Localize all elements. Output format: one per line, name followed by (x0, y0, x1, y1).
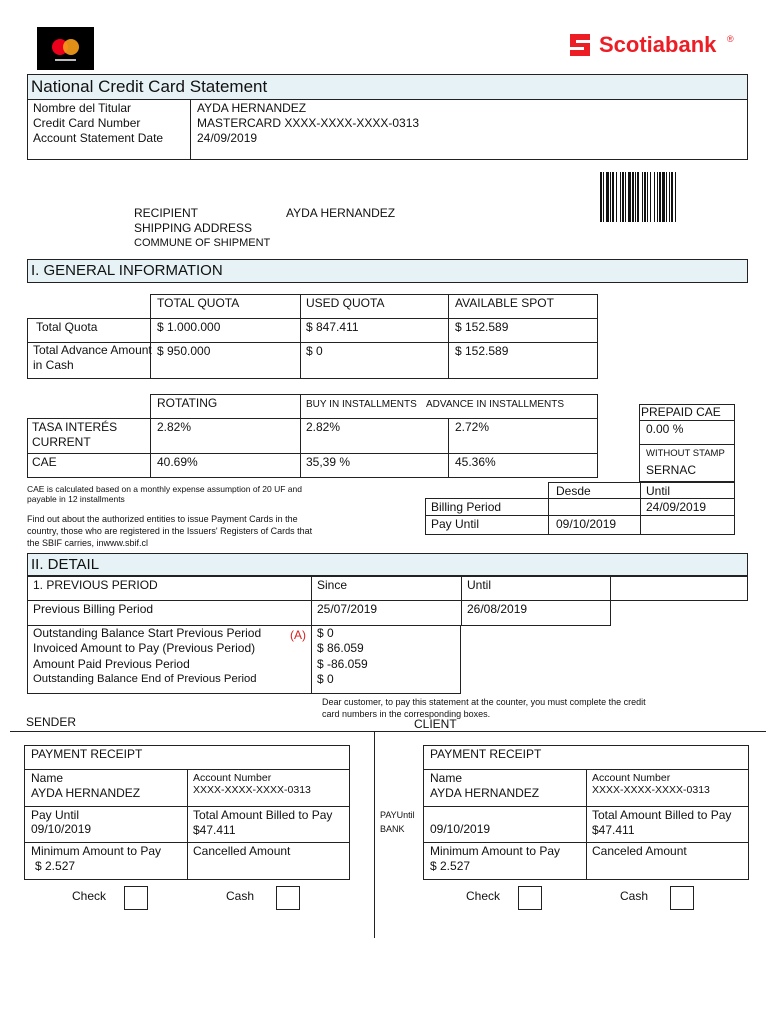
previous-billing-until: 26/08/2019 (467, 602, 528, 616)
receipt-total-label: Total Amount Billed to Pay $47.411 (592, 808, 732, 837)
detail-row-value: $ 86.059 (317, 641, 364, 655)
holder-value-name: AYDA HERNANDEZ (197, 101, 307, 115)
cash-checkbox[interactable] (276, 886, 300, 910)
without-stamp-label: WITHOUT STAMP (646, 448, 725, 459)
recipient-value: AYDA HERNANDEZ (286, 206, 396, 220)
receipt-min-value: $ 2.527 (430, 859, 471, 873)
rate-cell: 2.82% (157, 420, 192, 434)
detail-row-label: Outstanding Balance End of Previous Period (33, 673, 257, 685)
barcode-bar (669, 172, 670, 222)
rate-header-advance: ADVANCE IN INSTALLMENTS (426, 399, 564, 410)
detail-row-value: $ 0 (317, 672, 334, 686)
rate-row-label: CAE (32, 455, 57, 469)
receipt-total-label: Total Amount Billed to Pay $47.411 (193, 808, 333, 837)
holder-value-card: MASTERCARD XXXX-XXXX-XXXX-0313 (197, 116, 420, 130)
barcode-bar (657, 172, 658, 222)
detail-row-label: Invoiced Amount to Pay (Previous Period) (33, 641, 256, 655)
quota-cell: $ 1.000.000 (157, 320, 221, 334)
receipt-payuntil-value: 09/10/2019 (430, 822, 491, 836)
billing-header-until: Until (646, 484, 671, 498)
rate-cell: 2.82% (306, 420, 341, 434)
receipt-account-label: Account Number (592, 772, 671, 784)
holder-value-date: 24/09/2019 (197, 131, 258, 145)
receipt-name-label: Name (31, 771, 64, 785)
detail-row-value: $ -86.059 (317, 657, 368, 671)
brand-registered-mark: ® (727, 34, 734, 44)
receipt-account-value: XXXX-XXXX-XXXX-0313 (193, 784, 311, 796)
pay-until-bank-label: PAYUntil BANK (380, 810, 415, 834)
receipt-cancel-label: Canceled Amount (592, 844, 687, 858)
receipt-title: PAYMENT RECEIPT (31, 747, 143, 761)
barcode-bar (620, 172, 621, 222)
general-info-header: I. GENERAL INFORMATION (27, 259, 748, 283)
pay-until-label: Pay Until (431, 517, 480, 531)
brand-name: Scotiabank (599, 32, 717, 57)
barcode-bar (628, 172, 631, 222)
billing-period-until: 24/09/2019 (646, 500, 707, 514)
previous-billing-period-label: Previous Billing Period (33, 602, 154, 616)
billing-header-desde: Desde (556, 484, 591, 498)
barcode-bar (622, 172, 624, 222)
barcode-bar (616, 172, 617, 222)
previous-period-label: 1. PREVIOUS PERIOD (33, 578, 158, 592)
receipt-min-value: $ 2.527 (35, 859, 76, 873)
quota-cell: $ 152.589 (455, 320, 509, 334)
rate-cell: 35,39 % (306, 455, 351, 469)
detail-header: II. DETAIL (27, 553, 748, 576)
billing-period-label: Billing Period (431, 500, 502, 514)
client-label: CLIENT (414, 717, 457, 731)
barcode (600, 172, 738, 222)
quota-cell: $ 152.589 (455, 344, 509, 358)
cash-label: Cash (620, 889, 649, 903)
detail-row-value: $ 0 (317, 626, 334, 640)
quota-header-available: AVAILABLE SPOT (455, 296, 554, 310)
check-label: Check (72, 889, 107, 903)
receipt-title: PAYMENT RECEIPT (430, 747, 542, 761)
holder-label-date: Account Statement Date (33, 131, 164, 145)
barcode-bar (642, 172, 643, 222)
card-logo (37, 27, 94, 70)
rate-cell: 45.36% (455, 455, 496, 469)
quota-row-label: Total Advance Amount in Cash (33, 343, 152, 372)
rate-header-buy: BUY IN INSTALLMENTS (306, 399, 417, 410)
holder-label-name: Nombre del Titular (33, 101, 132, 115)
barcode-bar (635, 172, 636, 222)
rate-row-label: TASA INTERÉS CURRENT (32, 420, 118, 449)
receipt-name-value: AYDA HERNANDEZ (430, 786, 540, 800)
rate-cell: 40.69% (157, 455, 198, 469)
prepaid-cae-value: 0.00 % (646, 422, 684, 436)
since-label: Since (317, 578, 348, 592)
barcode-bar (671, 172, 673, 222)
barcode-bar (632, 172, 634, 222)
barcode-bar (675, 172, 676, 222)
cash-label: Cash (226, 889, 255, 903)
receipt-cancel-label: Cancelled Amount (193, 844, 291, 858)
receipt-payuntil-label: Pay Until (31, 808, 80, 822)
barcode-bar (600, 172, 602, 222)
rate-header-rotating: ROTATING (157, 396, 218, 410)
quota-header-total: TOTAL QUOTA (157, 296, 240, 310)
receipt-name-label: Name (430, 771, 463, 785)
barcode-bar (644, 172, 646, 222)
detail-row-label: Outstanding Balance Start Previous Period (33, 626, 262, 640)
check-checkbox[interactable] (518, 886, 542, 910)
barcode-bar (662, 172, 665, 222)
barcode-bar (610, 172, 611, 222)
holder-label-card: Credit Card Number (33, 116, 141, 130)
quota-cell: $ 950.000 (157, 344, 211, 358)
check-label: Check (466, 889, 501, 903)
detail-row-label: Amount Paid Previous Period (33, 657, 190, 671)
barcode-bar (647, 172, 648, 222)
cash-checkbox[interactable] (670, 886, 694, 910)
receipt-payuntil-value: 09/10/2019 (31, 822, 92, 836)
statement-title: National Credit Card Statement (27, 74, 748, 100)
entities-note: Find out about the authorized entities to issue Payment Cards in the country, those who are registered in the Issuers' Registers of Cards that the SBIF carries, inwww.sbif.cl (27, 514, 313, 548)
rate-cell: 2.72% (455, 420, 490, 434)
quota-cell: $ 847.411 (306, 320, 359, 334)
barcode-bar (612, 172, 614, 222)
barcode-bar (654, 172, 655, 222)
receipt-separator (10, 731, 766, 732)
receipt-account-label: Account Number (193, 772, 272, 784)
receipt-divider (374, 731, 375, 938)
barcode-bar (659, 172, 661, 222)
previous-billing-since: 25/07/2019 (317, 602, 378, 616)
barcode-bar (603, 172, 604, 222)
scotiabank-s-icon (566, 30, 594, 60)
detail-marker-a: (A) (290, 628, 306, 642)
sernac-label: SERNAC (646, 463, 697, 477)
quota-cell: $ 0 (306, 344, 323, 358)
prepaid-cae-label: PREPAID CAE (641, 405, 721, 419)
cae-note: CAE is calculated based on a monthly expense assumption of 20 UF and payable in 12 installments (27, 484, 302, 504)
pay-until-value: 09/10/2019 (556, 517, 617, 531)
barcode-bar (666, 172, 667, 222)
counter-notice: Dear customer, to pay this statement at the counter, you must complete the credit card numbers in the corresponding boxes. (322, 697, 646, 719)
until-label: Until (467, 578, 492, 592)
barcode-bar (625, 172, 626, 222)
sender-label: SENDER (26, 715, 77, 729)
receipt-min-label: Minimum Amount to Pay (31, 844, 162, 858)
receipt-min-label: Minimum Amount to Pay (430, 844, 561, 858)
shipping-address-label: SHIPPING ADDRESS (134, 221, 253, 235)
barcode-bar (637, 172, 639, 222)
commune-label: COMMUNE OF SHIPMENT (134, 237, 271, 249)
receipt-name-value: AYDA HERNANDEZ (31, 786, 141, 800)
quota-header-used: USED QUOTA (306, 296, 385, 310)
quota-row-label: Total Quota (36, 320, 98, 334)
scotiabank-logo (566, 28, 746, 62)
receipt-account-value: XXXX-XXXX-XXXX-0313 (592, 784, 710, 796)
check-checkbox[interactable] (124, 886, 148, 910)
recipient-label: RECIPIENT (134, 206, 199, 220)
barcode-bar (650, 172, 651, 222)
barcode-bar (606, 172, 609, 222)
